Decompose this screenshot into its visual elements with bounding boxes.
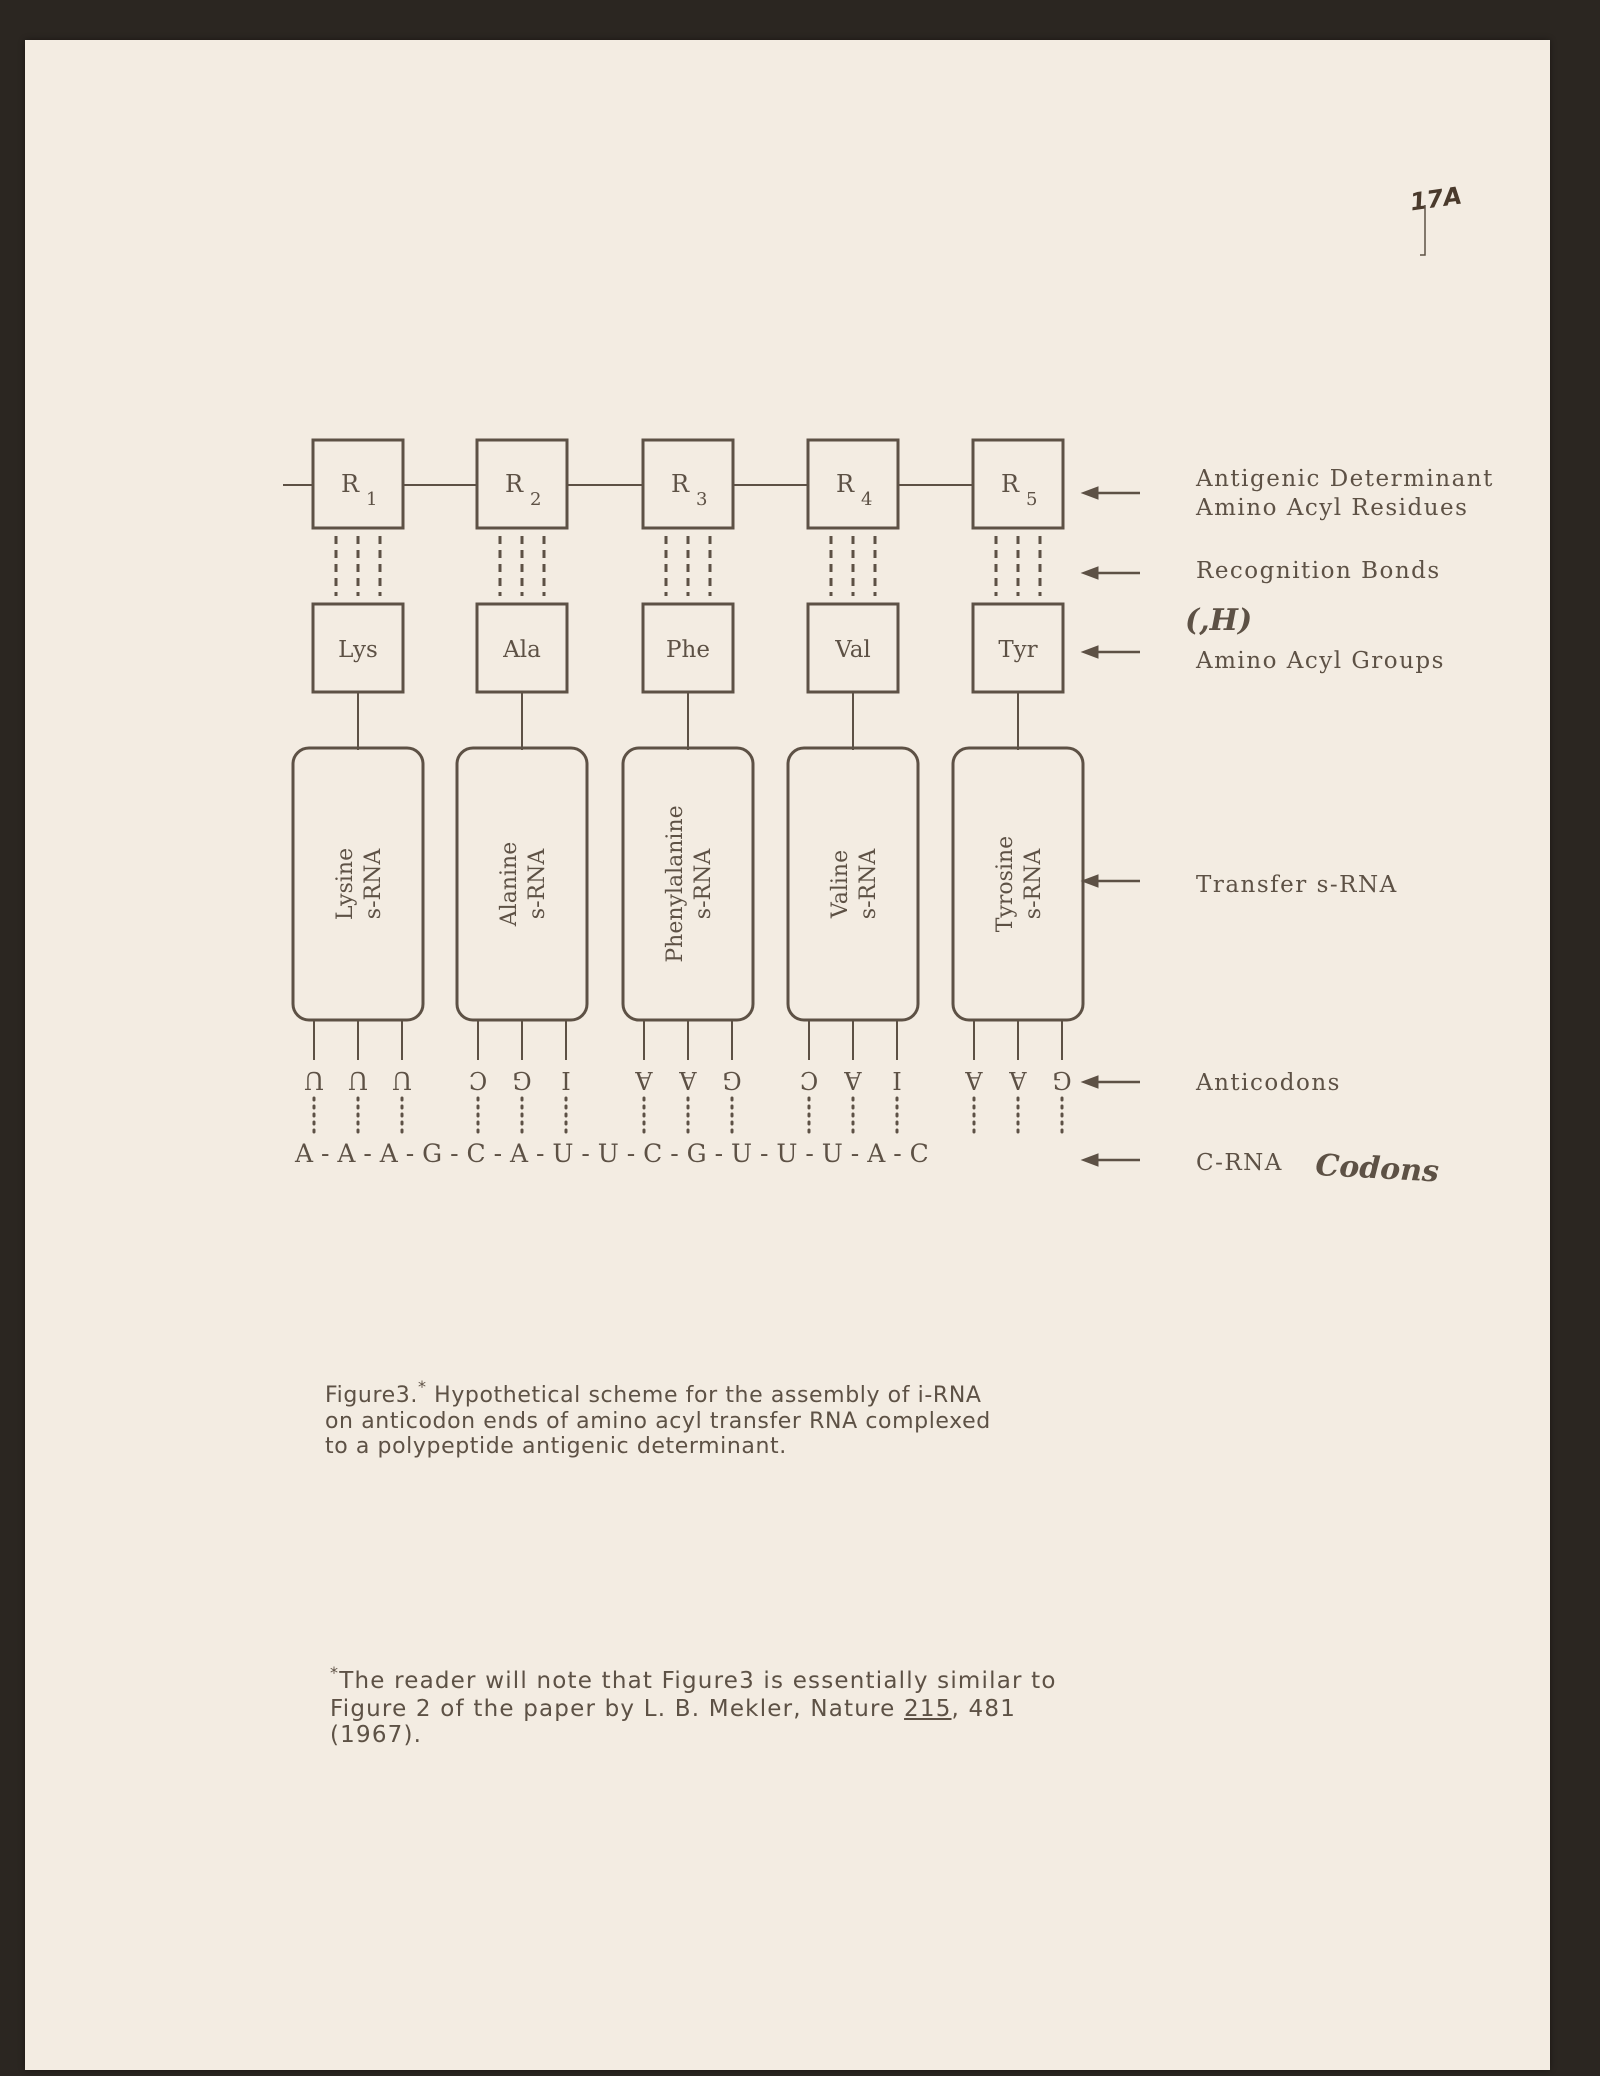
residue-subscript: 1 [366, 489, 378, 510]
residue-subscript: 2 [530, 489, 542, 510]
residue-label: R [1000, 470, 1020, 498]
footnote-star: * [330, 1663, 340, 1682]
label-recognition-bonds: Recognition Bonds [1196, 558, 1441, 584]
amino-acyl-label: Tyr [998, 637, 1038, 663]
anticodon-letter: A [635, 1066, 653, 1094]
srna-box [457, 748, 587, 1020]
arrow-head [1082, 567, 1098, 579]
label-crna: C-RNA [1196, 1150, 1283, 1176]
srna-label-group [828, 848, 881, 920]
residue-label: R [670, 470, 690, 498]
amino-acyl-label: Val [835, 637, 871, 663]
anticodon-letter: I [892, 1066, 902, 1094]
footnote-line-1: The reader will note that Figure3 is essentially similar to [339, 1668, 1057, 1694]
srna-label-line-2: s-RNA [525, 848, 550, 920]
anticodon-letter: A [1009, 1066, 1027, 1094]
label-antigenic-determinant: Antigenic Determinant [1196, 466, 1494, 492]
handwritten-codons-note: Codons [1314, 1148, 1440, 1190]
residue-label: R [504, 470, 524, 498]
arrow-head [1082, 1154, 1098, 1166]
srna-label-group [333, 848, 386, 920]
srna-label-group [497, 842, 550, 927]
srna-box [953, 748, 1083, 1020]
caption-line-1: Hypothetical scheme for the assembly of i-RNA [434, 1383, 982, 1408]
srna-label-line-1: Lysine [333, 847, 358, 921]
footnote-line-3: (1967). [330, 1722, 423, 1748]
anticodon-letter: A [844, 1066, 862, 1094]
figure-caption [325, 1377, 1245, 1459]
amino-acyl-label: Phe [666, 637, 710, 663]
codon-sequence: A - A - A - G - C - A - U - U - C - G - U - U - U - A - C [295, 1139, 929, 1168]
srna-label-group [993, 836, 1046, 932]
srna-label-line-2: s-RNA [856, 848, 881, 920]
label-amino-acyl-groups: Amino Acyl Groups [1196, 648, 1445, 674]
caption-star: * [417, 1377, 427, 1396]
footnote-line-2a: Figure 2 of the paper by L. B. Mekler, Nature [330, 1696, 905, 1722]
srna-label-line-1: Alanine [497, 841, 522, 927]
anticodon-letter: A [965, 1066, 983, 1094]
page-number: 17A [1408, 181, 1464, 217]
srna-label-group [663, 805, 716, 962]
srna-label-line-2: s-RNA [361, 848, 386, 920]
caption-line-2: on anticodon ends of amino acyl transfer RNA complexed [325, 1409, 991, 1434]
residue-subscript: 4 [861, 489, 873, 510]
amino-acyl-label: Ala [503, 637, 541, 663]
srna-label-line-1: Valine [828, 849, 853, 919]
anticodon-letter: U [303, 1066, 325, 1094]
anticodon-letter: G [1052, 1066, 1072, 1094]
srna-label-line-1: Phenylalanine [663, 805, 688, 963]
footnote-volume: 215 [904, 1696, 952, 1722]
anticodon-letter: G [722, 1066, 742, 1094]
anticodon-letter: U [347, 1066, 369, 1094]
srna-box [623, 748, 753, 1020]
anticodon-letter: A [679, 1066, 697, 1094]
anticodon-letter: C [468, 1066, 488, 1094]
label-amino-acyl-residues: Amino Acyl Residues [1196, 495, 1469, 521]
amino-acyl-label: Lys [338, 637, 378, 663]
anticodon-letter: U [391, 1066, 413, 1094]
corner-mark [1420, 205, 1425, 255]
label-transfer-srna: Transfer s-RNA [1196, 872, 1398, 898]
srna-label-line-2: s-RNA [691, 848, 716, 920]
srna-label-line-1: Tyrosine [993, 835, 1018, 933]
footnote-line-2b: , 481 [951, 1696, 1017, 1722]
srna-box [293, 748, 423, 1020]
figure-label: Figure3. [325, 1383, 418, 1408]
srna-box [788, 748, 918, 1020]
anticodon-letter: I [561, 1066, 571, 1094]
residue-label: R [835, 470, 855, 498]
footnote [330, 1663, 1260, 1748]
arrow-head [1082, 487, 1098, 499]
anticodon-letter: C [799, 1066, 819, 1094]
label-anticodons: Anticodons [1196, 1070, 1341, 1096]
caption-line-3: to a polypeptide antigenic determinant. [325, 1434, 787, 1459]
residue-subscript: 3 [696, 489, 708, 510]
residue-subscript: 5 [1026, 489, 1038, 510]
handwritten-hydrogen-note: (,H) [1185, 603, 1253, 638]
arrow-head [1082, 1076, 1098, 1088]
arrow-head [1082, 646, 1098, 658]
residue-label: R [340, 470, 360, 498]
anticodon-letter: G [512, 1066, 532, 1094]
srna-label-line-2: s-RNA [1021, 848, 1046, 920]
